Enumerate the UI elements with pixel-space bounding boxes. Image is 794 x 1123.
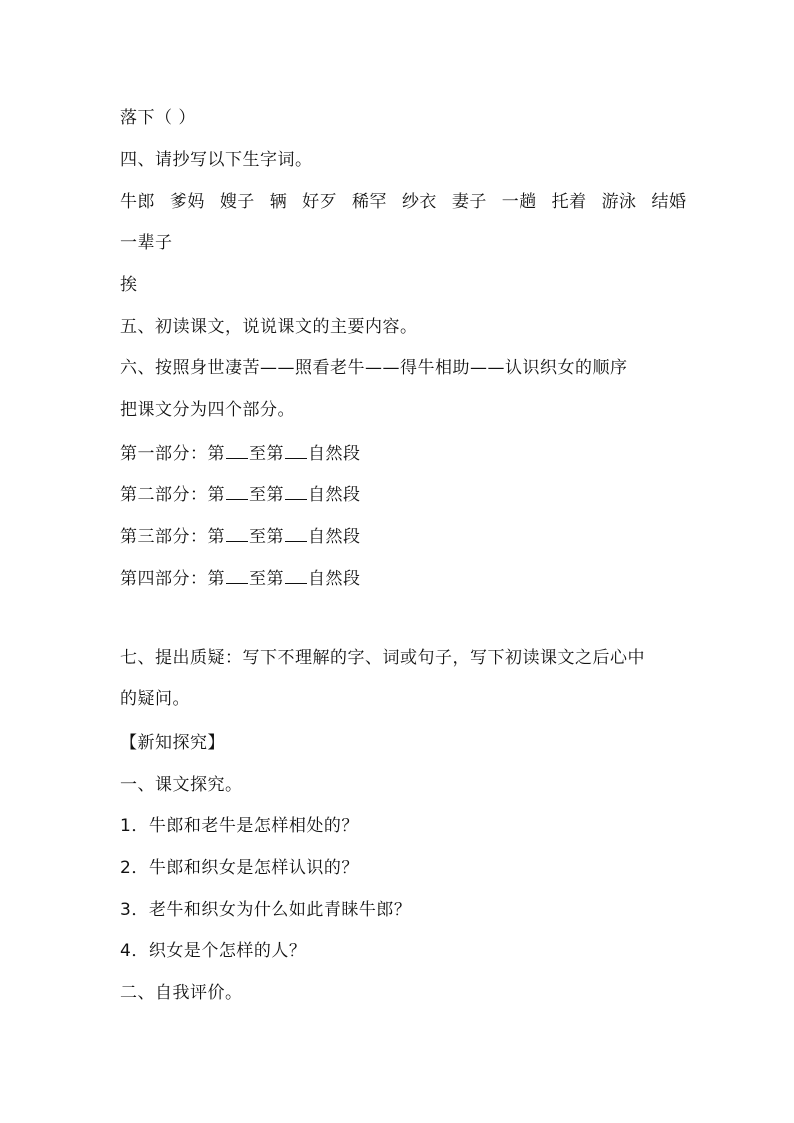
vocab-word: 纱衣 [401,192,437,212]
start-paragraph-blank[interactable] [226,523,248,542]
vocab-word-line: 挨 [120,275,138,295]
question-4: 4．织女是个怎样的人？ [120,941,307,961]
part-line-3 [120,523,361,549]
start-paragraph-blank[interactable] [226,440,248,459]
part-end: 自然段 [308,527,361,547]
end-paragraph-blank[interactable] [285,481,307,500]
section-heading-5: 五、初读课文，说说课文的主要内容。 [120,317,418,337]
vocab-word: 结婚 [651,192,687,212]
part-end: 自然段 [308,569,361,589]
part-mid: 至第 [249,485,284,505]
section-heading-7: 七、提出质疑：写下不理解的字、词或句子，写下初读课文之后心中 [120,648,645,668]
vocab-list [120,190,695,214]
section-heading-4: 四、请抄写以下生字词。 [120,150,313,170]
start-paragraph-blank[interactable] [226,481,248,500]
part-line-4 [120,565,361,591]
vocab-word: 一趟 [501,192,537,212]
end-paragraph-blank[interactable] [285,565,307,584]
vocab-word: 牛郎 [120,192,155,212]
text-line: 把课文分为四个部分。 [120,400,295,420]
part-mid: 至第 [249,444,284,464]
part-label: 第一部分：第 [120,444,225,464]
part-mid: 至第 [249,527,284,547]
question-1: 1．牛郎和老牛是怎样相处的？ [120,816,359,836]
end-paragraph-blank[interactable] [285,440,307,459]
text-line: 落下（ ） [120,108,196,128]
vocab-word: 辆 [269,192,288,212]
subsection-heading-1: 一、课文探究。 [120,775,243,795]
part-line-1 [120,440,361,466]
vocab-word: 稀罕 [352,192,388,212]
vocab-word: 妻子 [451,192,487,212]
end-paragraph-blank[interactable] [285,523,307,542]
vocab-word: 游泳 [601,192,637,212]
part-label: 第三部分：第 [120,527,225,547]
text-line: 的疑问。 [120,689,190,709]
part-end: 自然段 [308,485,361,505]
section-heading-6: 六、按照身世凄苦——照看老牛——得牛相助——认识织女的顺序 [120,358,628,378]
start-paragraph-blank[interactable] [226,565,248,584]
vocab-word: 托着 [551,192,587,212]
part-line-2 [120,481,361,507]
part-end: 自然段 [308,444,361,464]
question-2: 2．牛郎和织女是怎样认识的？ [120,858,359,878]
part-label: 第二部分：第 [120,485,225,505]
question-3: 3．老牛和织女为什么如此青睐牛郎？ [120,900,412,920]
part-mid: 至第 [249,569,284,589]
subsection-heading-2: 二、自我评价。 [120,983,243,1003]
bracket-heading: 【新知探究】 [120,733,225,753]
vocab-word: 爹妈 [169,192,205,212]
part-label: 第四部分：第 [120,569,225,589]
vocab-word-line: 一辈子 [120,233,173,253]
vocab-word: 嫂子 [219,192,255,212]
vocab-word: 好歹 [302,192,338,212]
